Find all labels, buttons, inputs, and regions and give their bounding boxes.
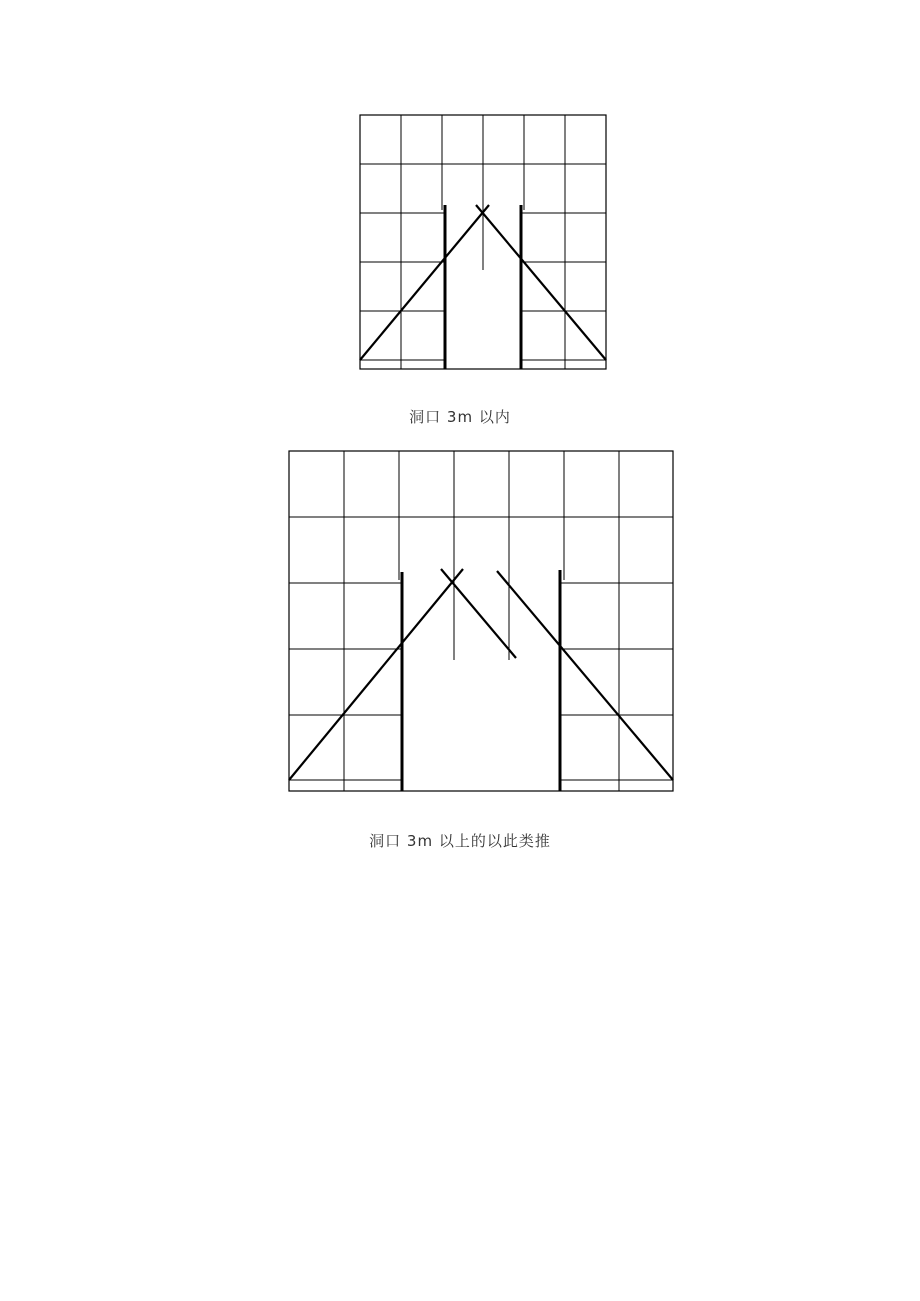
diagram-caption-2: 洞口 3m 以上的以此类推 xyxy=(369,832,551,850)
diagram-caption-1: 洞口 3m 以内 xyxy=(409,408,511,426)
diagonal-brace-left-long xyxy=(289,569,463,780)
grid-frame-2 xyxy=(289,451,673,791)
diagonal-brace-left-short xyxy=(441,569,516,658)
diagonal-brace-right-long xyxy=(497,571,673,780)
diagram-2 xyxy=(289,451,673,791)
